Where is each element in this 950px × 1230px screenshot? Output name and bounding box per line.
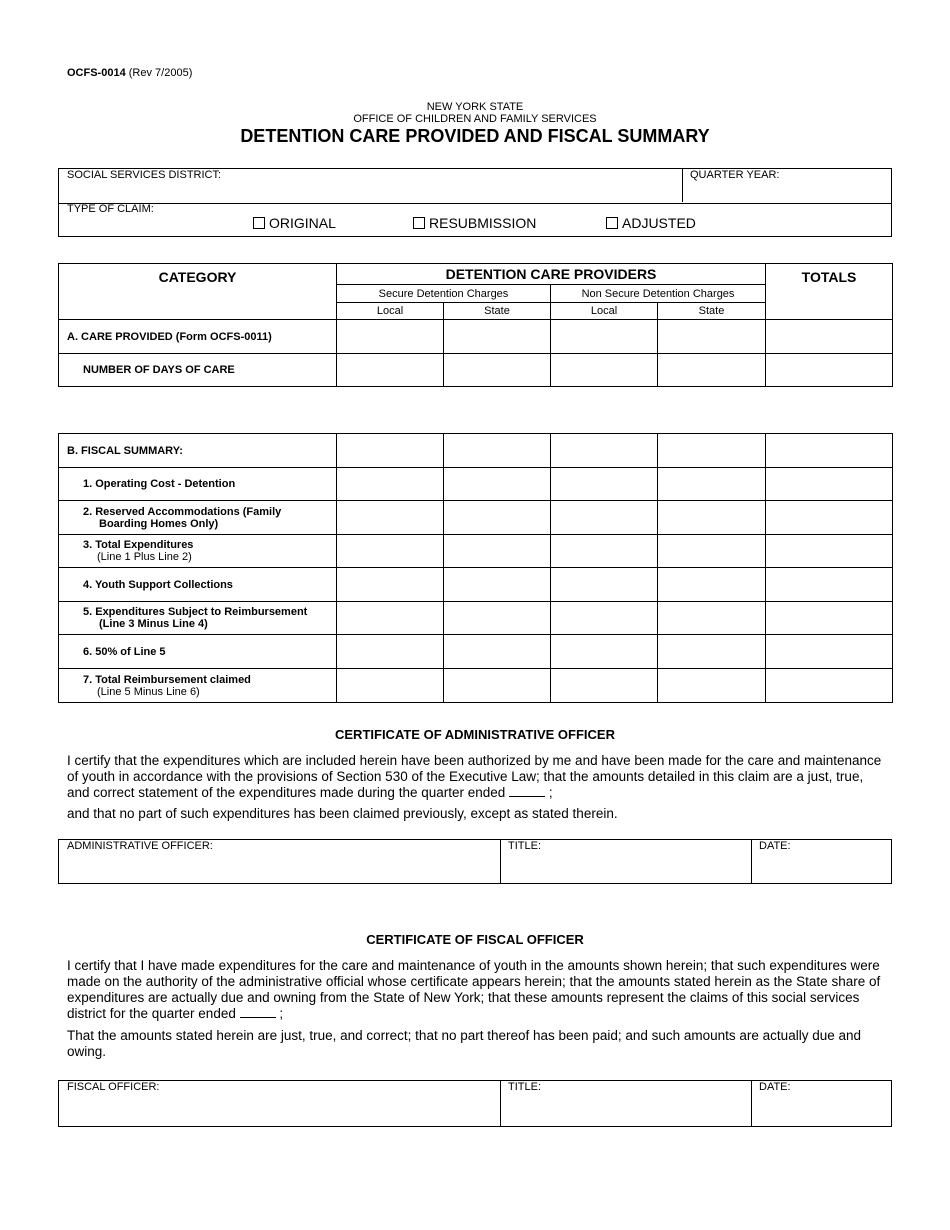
secure-local-header: Local	[337, 303, 444, 320]
data-cell[interactable]	[658, 320, 766, 354]
total-cell[interactable]	[766, 568, 893, 602]
data-cell[interactable]	[551, 535, 658, 568]
row-label: A. CARE PROVIDED (Form OCFS-0011)	[59, 320, 337, 354]
data-cell[interactable]	[658, 434, 766, 468]
fiscal-signature-box	[58, 1080, 892, 1127]
data-cell[interactable]	[658, 535, 766, 568]
fiscal-cert-paragraph-2: That the amounts stated herein are just, true, and correct; that no part thereof has been paid; and such amounts are actually due and owing.	[67, 1028, 861, 1059]
data-cell[interactable]	[658, 468, 766, 501]
admin-title-label: TITLE:	[508, 840, 542, 852]
quarter-year-label: QUARTER YEAR:	[690, 169, 780, 181]
data-cell[interactable]	[551, 635, 658, 669]
data-cell[interactable]	[551, 669, 658, 703]
providers-header: DETENTION CARE PROVIDERS	[337, 264, 766, 285]
data-cell[interactable]	[551, 602, 658, 635]
data-cell[interactable]	[658, 602, 766, 635]
data-cell[interactable]	[337, 320, 444, 354]
data-cell[interactable]	[337, 535, 444, 568]
data-cell[interactable]	[658, 354, 766, 387]
row-label: 7. Total Reimbursement claimed (Line 5 Minus Line 6)	[59, 669, 337, 703]
total-cell[interactable]	[766, 669, 893, 703]
data-cell[interactable]	[337, 669, 444, 703]
district-label: SOCIAL SERVICES DISTRICT:	[67, 169, 222, 181]
form-number: OCFS-0014 (Rev 7/2005)	[67, 67, 193, 79]
claim-resubmission-checkbox[interactable]: RESUBMISSION	[413, 215, 536, 231]
table-row	[59, 354, 893, 387]
table-row	[59, 501, 893, 535]
row-label: 2. Reserved Accommodations (Family Boarding Homes Only)	[59, 501, 337, 535]
row-label: 5. Expenditures Subject to Reimbursement (Line 3 Minus Line 4)	[59, 602, 337, 635]
total-cell[interactable]	[766, 354, 893, 387]
secure-state-header: State	[444, 303, 551, 320]
table-row	[59, 535, 893, 568]
table-row	[59, 635, 893, 669]
data-cell[interactable]	[551, 320, 658, 354]
nonsecure-state-header: State	[658, 303, 766, 320]
data-cell[interactable]	[444, 535, 551, 568]
data-cell[interactable]	[658, 635, 766, 669]
table-row	[59, 434, 893, 468]
data-cell[interactable]	[658, 501, 766, 535]
care-provided-table	[58, 263, 893, 387]
total-cell[interactable]	[766, 635, 893, 669]
table-row	[59, 669, 893, 703]
table-row	[59, 468, 893, 501]
admin-cert-paragraph: I certify that the expenditures which are included herein have been authorized by me and have been made for the care and maintenance of youth in accordance with the provisions of Section 530 of the Executive Law; that the amounts detailed in this claim are a just, true, and correct statement of the expenditures made during the quarter ended ;	[67, 753, 882, 800]
data-cell[interactable]	[551, 568, 658, 602]
data-cell[interactable]	[444, 568, 551, 602]
data-cell[interactable]	[444, 320, 551, 354]
claim-adjusted-checkbox[interactable]: ADJUSTED	[606, 215, 696, 231]
quarter-ended-blank[interactable]	[509, 785, 545, 797]
checkbox-square-icon	[413, 217, 425, 229]
data-cell[interactable]	[444, 354, 551, 387]
total-cell[interactable]	[766, 501, 893, 535]
data-cell[interactable]	[337, 568, 444, 602]
table-row	[59, 568, 893, 602]
data-cell[interactable]	[658, 568, 766, 602]
admin-date-label: DATE:	[759, 840, 791, 852]
nonsecure-local-header: Local	[551, 303, 658, 320]
admin-cert-paragraph-2: and that no part of such expenditures has been claimed previously, except as stated therein.	[67, 806, 618, 821]
row-label: 4. Youth Support Collections	[59, 568, 337, 602]
data-cell[interactable]	[337, 354, 444, 387]
row-label: 3. Total Expenditures (Line 1 Plus Line 2)	[59, 535, 337, 568]
nonsecure-detention-header: Non Secure Detention Charges	[551, 285, 766, 303]
fiscal-summary-table	[58, 433, 893, 703]
fiscal-summary-header: B. FISCAL SUMMARY:	[59, 434, 337, 468]
total-cell[interactable]	[766, 535, 893, 568]
data-cell[interactable]	[337, 468, 444, 501]
data-cell[interactable]	[551, 501, 658, 535]
data-cell[interactable]	[444, 468, 551, 501]
claim-original-checkbox[interactable]: ORIGINAL	[253, 215, 336, 231]
claim-type-label: TYPE OF CLAIM:	[67, 203, 154, 215]
agency-line-1: NEW YORK STATE	[426, 101, 524, 113]
quarter-ended-blank[interactable]	[240, 1006, 276, 1018]
admin-officer-label: ADMINISTRATIVE OFFICER:	[67, 840, 213, 852]
data-cell[interactable]	[337, 434, 444, 468]
fiscal-date-label: DATE:	[759, 1081, 791, 1093]
data-cell[interactable]	[444, 635, 551, 669]
table-row	[59, 320, 893, 354]
fiscal-title-label: TITLE:	[508, 1081, 542, 1093]
page-title: DETENTION CARE PROVIDED AND FISCAL SUMMARY	[240, 126, 710, 146]
fiscal-cert-paragraph: I certify that I have made expenditures for the care and maintenance of youth in the amounts shown herein; that such expenditures were made on the authority of the administrative official whose certificate appears herein; that the amounts stated herein as the State share of expenditures are actually due and owning from the State of New York; that these amounts represent the claims of this social services district for the quarter ended ;	[67, 958, 881, 1021]
agency-line-2: OFFICE OF CHILDREN AND FAMILY SERVICES	[353, 113, 597, 125]
total-cell[interactable]	[766, 434, 893, 468]
category-header: CATEGORY	[59, 264, 337, 320]
data-cell[interactable]	[444, 501, 551, 535]
row-label: NUMBER OF DAYS OF CARE	[59, 354, 337, 387]
data-cell[interactable]	[337, 635, 444, 669]
data-cell[interactable]	[444, 434, 551, 468]
total-cell[interactable]	[766, 320, 893, 354]
checkbox-square-icon	[253, 217, 265, 229]
data-cell[interactable]	[444, 669, 551, 703]
fiscal-cert-title: CERTIFICATE OF FISCAL OFFICER	[366, 932, 584, 947]
claim-info-box	[58, 168, 892, 237]
data-cell[interactable]	[337, 501, 444, 535]
secure-detention-header: Secure Detention Charges	[337, 285, 551, 303]
data-cell[interactable]	[551, 434, 658, 468]
row-label: 6. 50% of Line 5	[59, 635, 337, 669]
data-cell[interactable]	[551, 354, 658, 387]
table-row	[59, 602, 893, 635]
checkbox-square-icon	[606, 217, 618, 229]
fiscal-officer-label: FISCAL OFFICER:	[67, 1081, 160, 1093]
data-cell[interactable]	[337, 602, 444, 635]
data-cell[interactable]	[658, 669, 766, 703]
totals-header: TOTALS	[766, 264, 893, 320]
data-cell[interactable]	[444, 602, 551, 635]
admin-cert-title: CERTIFICATE OF ADMINISTRATIVE OFFICER	[335, 727, 615, 742]
data-cell[interactable]	[551, 468, 658, 501]
total-cell[interactable]	[766, 602, 893, 635]
admin-signature-box	[58, 839, 892, 884]
total-cell[interactable]	[766, 468, 893, 501]
row-label: 1. Operating Cost - Detention	[59, 468, 337, 501]
